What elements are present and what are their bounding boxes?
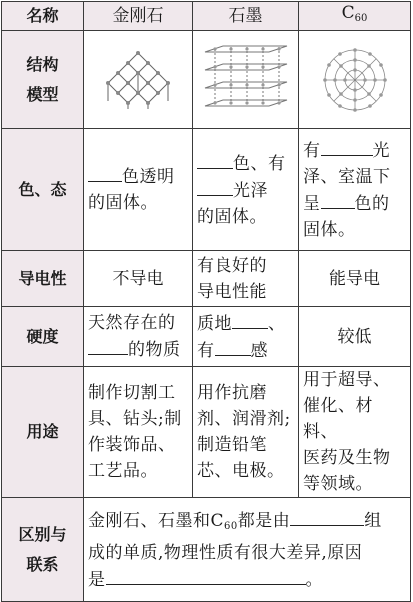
graphite-model-cell [193,31,299,129]
c60-color-text: 色的 [354,193,390,214]
c60-uses-line: 医药及生物 [303,448,391,468]
conductivity-row [2,251,411,307]
graphite-texture-prefix: 质地 [197,313,232,334]
structure-label-line2: 模型 [26,84,59,104]
graphite-structure-image [201,42,291,118]
relation-text-part2: 都是由 [237,510,291,531]
diamond-hardness-cell [84,307,193,367]
graphite-texture-blank [232,310,268,329]
graphite-uses-line: 剂、润滑剂; [197,409,291,429]
structure-label-line1: 结构 [26,54,59,74]
graphite-uses-line: 用作抗磨 [197,383,267,403]
header-row [2,2,411,31]
diamond-state-text: 的固体。 [88,193,158,213]
c60-uses-cell [299,367,411,498]
uses-label: 用途 [2,367,84,498]
c60-uses-line: 用于超导、 [303,370,391,390]
graphite-luster-text: 光泽 [233,180,268,201]
color-state-label: 色、态 [2,129,84,251]
diamond-hardness-blank [88,336,128,355]
graphite-color-cell [193,129,299,251]
c60-model-cell [299,31,411,129]
diamond-uses-cell [84,367,193,498]
conductivity-label: 导电性 [2,251,84,307]
diamond-structure-image [98,45,178,115]
c60-subscript: 60 [354,13,368,24]
relation-label-line1: 区别与 [18,524,67,544]
relation-text-line2: 成的单质,物理性质有很大差异,原因 [88,542,363,563]
graphite-color-blank [197,150,233,169]
graphite-uses-line: 芯、电极。 [197,461,285,481]
diamond-model-cell [84,31,193,129]
diamond-color-text: 色透明 [122,167,175,187]
c60-color-cell [299,129,411,251]
diamond-color-cell [84,129,193,251]
graphite-state-text: 的固体。 [197,206,267,227]
graphite-uses-line: 制造铅笔 [197,435,267,455]
graphite-color-text: 色、有 [233,153,286,174]
graphite-hardness-cell [193,307,299,367]
relation-composition-blank [290,507,364,526]
relation-text-part1: 金刚石、石墨和C [88,510,225,531]
graphite-conductivity-line2: 导电性能 [197,281,267,302]
relation-label [2,498,84,602]
diamond-hardness-line2: 的物质 [128,340,181,360]
diamond-conductivity: 不导电 [84,251,193,307]
c60-hardness: 较低 [299,307,411,367]
diamond-uses-line: 工艺品。 [88,461,158,481]
graphite-uses-cell [193,367,299,498]
graphite-feel-text: 感 [250,340,268,361]
c60-color-prefix: 呈 [303,193,321,214]
header-graphite: 石墨 [193,2,299,31]
graphite-feel-blank [215,337,251,356]
header-c60 [299,2,411,31]
relation-text-part3: 组 [364,510,382,531]
hardness-label: 硬度 [2,307,84,367]
c60-uses-line: 催化、材料、 [303,396,373,442]
diamond-uses-line: 具、钻头;制 [88,409,182,429]
graphite-feel-prefix: 有 [197,340,215,361]
header-label: 名称 [2,2,84,31]
c60-luster-prefix: 有 [303,140,321,161]
graphite-conductivity [193,251,299,307]
relation-reason-prefix: 是 [88,569,106,590]
graphite-texture-sep: 、 [268,313,286,334]
uses-row [2,367,411,498]
diamond-hardness-line1: 天然存在的 [88,313,176,333]
diamond-color-blank [88,163,122,182]
relation-reason-blank [106,566,306,585]
graphite-luster-blank [197,177,233,196]
relation-text-cell [84,498,411,602]
c60-luster-text: 光 [372,140,390,161]
color-state-row [2,129,411,251]
relation-label-line2: 联系 [26,554,59,574]
c60-color-blank [321,190,355,209]
c60-uses-line: 等领域。 [303,474,373,494]
relation-row [2,498,411,602]
c60-luster-blank [321,137,373,156]
header-diamond: 金刚石 [84,2,193,31]
c60-state-text: 固体。 [303,219,356,240]
relation-end-period: 。 [305,569,323,590]
graphite-conductivity-line1: 有良好的 [197,255,267,276]
c60-conductivity: 能导电 [299,251,411,307]
diamond-uses-line: 作装饰品、 [88,435,176,455]
structure-row [2,31,411,129]
diamond-uses-line: 制作切割工 [88,383,176,403]
c60-room-temp-text: 泽、室温下 [303,166,391,187]
c60-structure-image [315,42,395,118]
relation-c60-subscript: 60 [224,520,238,532]
carbon-allotropes-table [1,1,411,602]
hardness-row [2,307,411,367]
structure-label [2,31,84,129]
c60-symbol: C [341,3,355,23]
